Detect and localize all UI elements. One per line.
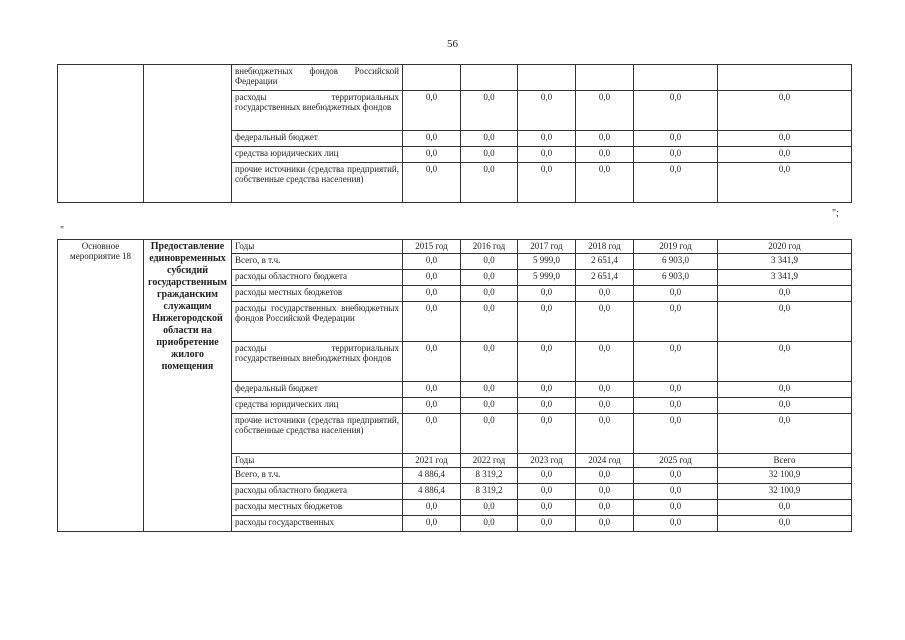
value-cell: 0,0 (518, 414, 576, 454)
value-cell: 0,0 (518, 91, 576, 131)
event-number-label: Основное мероприятие 18 (58, 240, 144, 532)
closing-quote-mark: "; (832, 208, 839, 219)
value-cell: 0,0 (634, 131, 718, 147)
value-cell: 0,0 (576, 468, 634, 484)
year-cell: 2022 год (461, 454, 518, 468)
value-cell: 0,0 (403, 342, 461, 382)
value-cell: 3 341,9 (718, 254, 852, 270)
value-cell: 0,0 (518, 516, 576, 532)
value-cell: 0,0 (518, 500, 576, 516)
value-cell: 0,0 (518, 342, 576, 382)
value-cell: 0,0 (518, 302, 576, 342)
row-label: расходы территориальных государственных внебюджетных фондов (232, 342, 403, 382)
value-cell: 0,0 (518, 163, 576, 203)
year-cell: 2023 год (518, 454, 576, 468)
value-cell: 0,0 (576, 414, 634, 454)
row-label: расходы местных бюджетов (232, 286, 403, 302)
value-cell: 0,0 (576, 342, 634, 382)
row-label: федеральный бюджет (232, 382, 403, 398)
value-cell: 8 319,2 (461, 468, 518, 484)
value-cell: 0,0 (518, 131, 576, 147)
value-cell: 0,0 (576, 516, 634, 532)
value-cell: 0,0 (718, 286, 852, 302)
value-cell: 0,0 (518, 286, 576, 302)
value-cell: 0,0 (718, 398, 852, 414)
value-cell: 0,0 (403, 516, 461, 532)
value-cell: 6 903,0 (634, 270, 718, 286)
value-cell: 0,0 (718, 342, 852, 382)
row-label: прочие источники (средства предприятий, собственные средства населения) (232, 163, 403, 203)
value-cell: 0,0 (634, 91, 718, 131)
value-cell: 0,0 (461, 342, 518, 382)
row-label: расходы территориальных государственных внебюджетных фондов (232, 91, 403, 131)
value-cell: 0,0 (576, 91, 634, 131)
year-cell: 2020 год (718, 240, 852, 254)
value-cell: 0,0 (461, 163, 518, 203)
value-cell: 0,0 (461, 270, 518, 286)
value-cell (403, 65, 461, 91)
value-cell: 4 886,4 (403, 484, 461, 500)
value-cell: 0,0 (634, 302, 718, 342)
value-cell (718, 65, 852, 91)
event-title-cell (144, 65, 232, 203)
value-cell: 0,0 (403, 382, 461, 398)
row-label: расходы государственных внебюджетных фондов Российской Федерации (232, 302, 403, 342)
budget-table-continued (57, 64, 852, 203)
value-cell: 0,0 (718, 382, 852, 398)
year-cell: 2025 год (634, 454, 718, 468)
row-label: Всего, в т.ч. (232, 468, 403, 484)
value-cell: 3 341,9 (718, 270, 852, 286)
value-cell: 0,0 (718, 516, 852, 532)
year-cell: 2017 год (518, 240, 576, 254)
value-cell: 0,0 (634, 516, 718, 532)
year-cell: 2018 год (576, 240, 634, 254)
value-cell: 0,0 (403, 270, 461, 286)
value-cell: 5 999,0 (518, 270, 576, 286)
value-cell: 0,0 (718, 91, 852, 131)
year-header-row (58, 240, 852, 254)
row-label: Всего, в т.ч. (232, 254, 403, 270)
value-cell: 0,0 (634, 484, 718, 500)
value-cell (576, 65, 634, 91)
value-cell: 0,0 (461, 382, 518, 398)
value-cell: 0,0 (403, 254, 461, 270)
value-cell: 0,0 (461, 131, 518, 147)
year-cell: 2021 год (403, 454, 461, 468)
table-row (58, 65, 852, 91)
value-cell: 8 319,2 (461, 484, 518, 500)
row-label: расходы областного бюджета (232, 484, 403, 500)
value-cell: 0,0 (403, 163, 461, 203)
year-cell: Всего (718, 454, 852, 468)
value-cell: 0,0 (461, 286, 518, 302)
value-cell: 0,0 (403, 500, 461, 516)
value-cell: 0,0 (518, 484, 576, 500)
value-cell: 0,0 (634, 382, 718, 398)
value-cell: 0,0 (576, 163, 634, 203)
value-cell: 4 886,4 (403, 468, 461, 484)
value-cell: 32 100,9 (718, 468, 852, 484)
row-label: внебюджетных фондов Российской Федерации (232, 65, 403, 91)
value-cell: 0,0 (461, 254, 518, 270)
value-cell: 0,0 (518, 398, 576, 414)
value-cell: 0,0 (634, 414, 718, 454)
value-cell: 32 100,9 (718, 484, 852, 500)
value-cell: 0,0 (718, 500, 852, 516)
value-cell: 0,0 (461, 398, 518, 414)
event-cell (58, 65, 144, 203)
value-cell: 0,0 (576, 484, 634, 500)
value-cell: 0,0 (461, 91, 518, 131)
row-label: средства юридических лиц (232, 147, 403, 163)
value-cell: 0,0 (634, 398, 718, 414)
value-cell (634, 65, 718, 91)
value-cell: 0,0 (718, 131, 852, 147)
value-cell: 0,0 (403, 414, 461, 454)
value-cell: 0,0 (576, 500, 634, 516)
value-cell: 0,0 (576, 286, 634, 302)
row-label: расходы местных бюджетов (232, 500, 403, 516)
value-cell: 0,0 (461, 516, 518, 532)
value-cell: 0,0 (634, 500, 718, 516)
value-cell: 0,0 (634, 286, 718, 302)
value-cell: 0,0 (403, 131, 461, 147)
value-cell: 0,0 (461, 302, 518, 342)
value-cell: 0,0 (718, 302, 852, 342)
value-cell: 0,0 (576, 398, 634, 414)
value-cell: 0,0 (718, 163, 852, 203)
value-cell: 0,0 (403, 91, 461, 131)
value-cell (461, 65, 518, 91)
value-cell: 0,0 (576, 382, 634, 398)
budget-table-event-18 (57, 239, 852, 532)
years-label: Годы (232, 240, 403, 254)
event-title: Предоставление единовременных субсидий государственным гражданским служащим Нижегородской области на приобретение жилого помещения (144, 240, 232, 532)
value-cell: 0,0 (518, 468, 576, 484)
row-label: расходы областного бюджета (232, 270, 403, 286)
value-cell: 0,0 (518, 382, 576, 398)
value-cell: 0,0 (718, 414, 852, 454)
value-cell: 0,0 (518, 147, 576, 163)
value-cell: 0,0 (718, 147, 852, 163)
value-cell: 6 903,0 (634, 254, 718, 270)
row-label: федеральный бюджет (232, 131, 403, 147)
value-cell: 0,0 (461, 414, 518, 454)
row-label: расходы государственных (232, 516, 403, 532)
value-cell: 2 651,4 (576, 270, 634, 286)
value-cell: 0,0 (461, 147, 518, 163)
value-cell: 5 999,0 (518, 254, 576, 270)
value-cell (518, 65, 576, 91)
value-cell: 0,0 (576, 302, 634, 342)
years-label: Годы (232, 454, 403, 468)
value-cell: 0,0 (403, 398, 461, 414)
opening-quote-mark: " (60, 225, 65, 236)
value-cell: 0,0 (403, 286, 461, 302)
value-cell: 0,0 (576, 131, 634, 147)
year-cell: 2016 год (461, 240, 518, 254)
value-cell: 2 651,4 (576, 254, 634, 270)
year-cell: 2019 год (634, 240, 718, 254)
year-cell: 2015 год (403, 240, 461, 254)
value-cell: 0,0 (403, 147, 461, 163)
year-cell: 2024 год (576, 454, 634, 468)
value-cell: 0,0 (576, 147, 634, 163)
value-cell: 0,0 (634, 163, 718, 203)
value-cell: 0,0 (634, 147, 718, 163)
page-number: 56 (447, 38, 458, 50)
value-cell: 0,0 (634, 342, 718, 382)
value-cell: 0,0 (403, 302, 461, 342)
row-label: средства юридических лиц (232, 398, 403, 414)
row-label: прочие источники (средства предприятий, собственные средства населения) (232, 414, 403, 454)
value-cell: 0,0 (461, 500, 518, 516)
value-cell: 0,0 (634, 468, 718, 484)
